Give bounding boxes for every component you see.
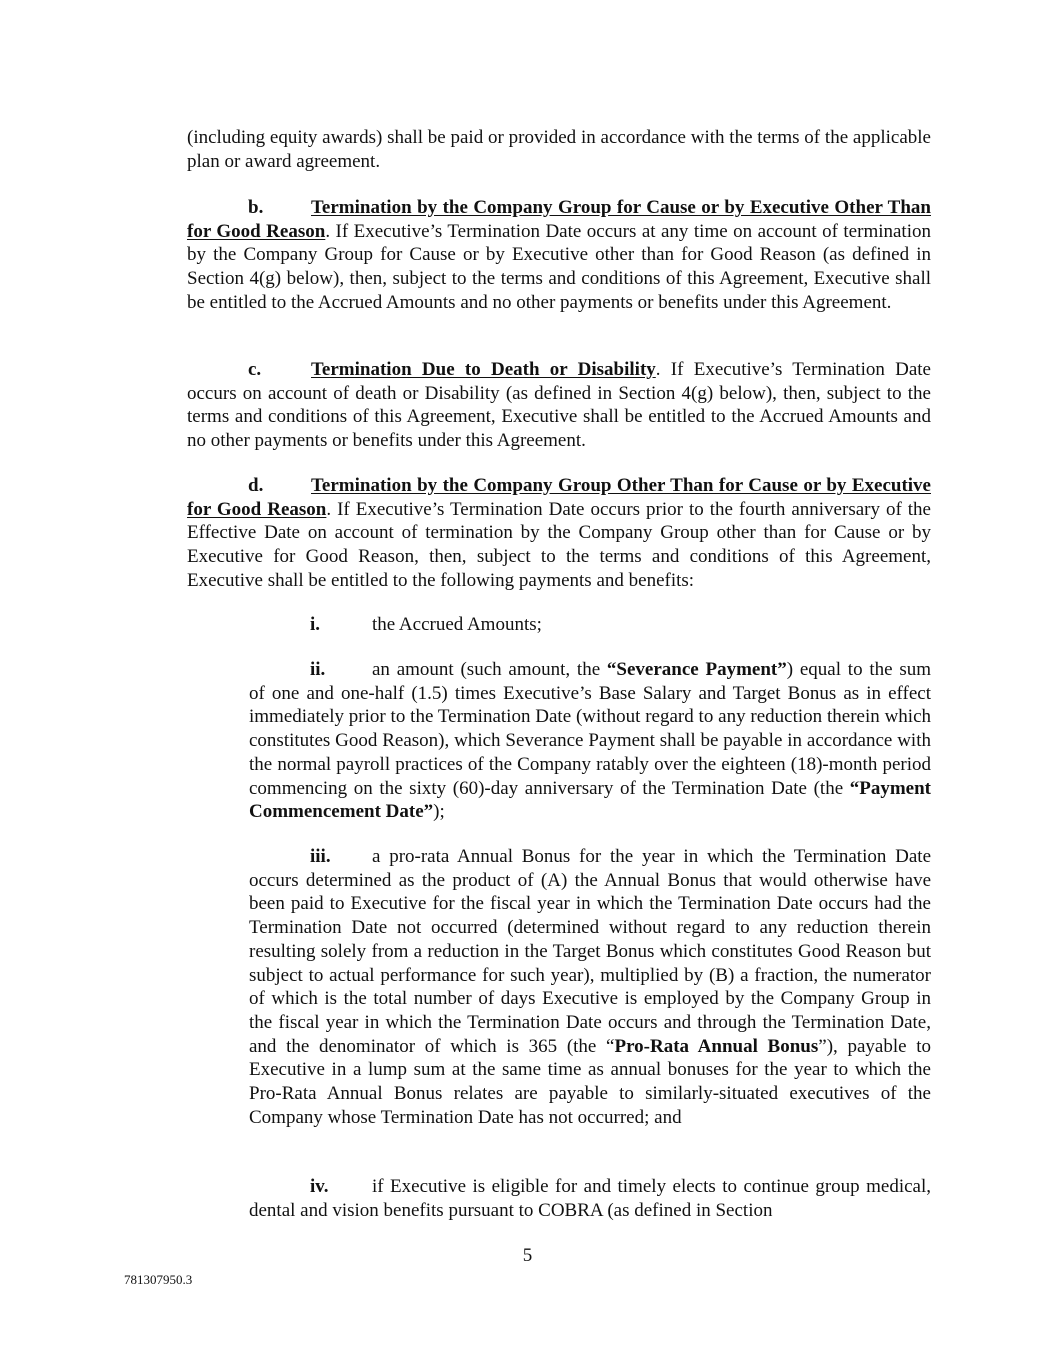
- item-ii-paragraph: [249, 658, 931, 824]
- section-b-text: . If Executive’s Termination Date occurs at any time on account of termination by the Company Group for Cause or by Executive other than for Good Reason (as defined in Section 4(g) below), then, subject to the terms and conditions of this Agreement, Executive shall be entitled to the Accrued Amounts and no other payments or benefits under this Agreement.: [187, 220, 931, 313]
- section-c-label: c.: [248, 359, 262, 380]
- item-ii-text-2: ) equal to the sum of one and one-half (1.5) times Executive’s Base Salary and Target Bonus as in effect immediately prior to the Termination Date (without regard to any reduction therein which constitutes Good Reason), which Severance Payment shall be payable in accordance with the normal payroll practices of the Company ratably over the eighteen (18)-month period commencing on the sixty (60)-day anniversary of the Termination Date (the: [249, 659, 932, 799]
- section-b-heading: Termination by the Company Group for Cause or by Executive Other Than for Good Reason: [187, 197, 931, 242]
- intro-paragraph: (including equity awards) shall be paid or provided in accordance with the terms of the applicable plan or award agreement.: [187, 127, 931, 172]
- section-d-heading: Termination by the Company Group Other Than for Cause or by Executive for Good Reason: [187, 475, 931, 520]
- page-number: 5: [522, 1245, 533, 1266]
- item-i-paragraph: [249, 613, 931, 637]
- item-ii-text-1: an amount (such amount, the: [372, 659, 607, 680]
- section-c-text: . If Executive’s Termination Date occurs on account of death or Disability (as defined in Section 4(g) below), then, subject to the terms and conditions of this Agreement, Executive shall be entitled to the Accrued Amounts and no other payments or benefits under this Agreement.: [187, 359, 931, 452]
- item-iii-label: iii.: [310, 846, 331, 867]
- document-id: 781307950.3: [124, 1272, 193, 1287]
- payment-commencement-date-term: “Payment Commencement Date”: [249, 777, 931, 823]
- item-iii-text-2: ”), payable to Executive in a lump sum at the same time as annual bonuses for the year to which the Pro-Rata Annual Bonus relates are payable to similarly-situated executives of the Company whose Termination Date has not occurred; and: [249, 1035, 931, 1128]
- item-ii-label: ii.: [310, 659, 326, 680]
- section-d-text: . If Executive’s Termination Date occurs prior to the fourth anniversary of the Effective Date on account of termination by the Company Group other than for Cause or by Executive for Good Reason, then, subject to the terms and conditions of this Agreement, Executive shall be entitled to the following payments and benefits:: [187, 498, 931, 591]
- severance-payment-term: “Severance Payment”: [606, 659, 787, 680]
- section-d-paragraph: [187, 474, 931, 593]
- item-iv-label: iv.: [310, 1176, 329, 1197]
- pro-rata-annual-bonus-term: Pro-Rata Annual Bonus: [614, 1035, 819, 1057]
- item-i-label: i.: [310, 614, 321, 635]
- item-ii-text-3: );: [433, 801, 445, 823]
- section-b-paragraph: [187, 196, 931, 315]
- item-iv-text: if Executive is eligible for and timely elects to continue group medical, dental and vision benefits pursuant to COBRA (as defined in Section: [249, 1176, 931, 1221]
- section-d-label: d.: [248, 475, 264, 496]
- section-c-heading: Termination Due to Death or Disability: [311, 359, 656, 380]
- item-iii-text-1: a pro-rata Annual Bonus for the year in which the Termination Date occurs determined as the product of (A) the Annual Bonus that would otherwise have been paid to Executive for the fiscal year in which the Termination Date occurs had the Termination Date not occurred (determined without regard to any reduction therein resulting solely from a reduction in the Target Bonus which constitutes Good Reason but subject to actual performance for such year), multiplied by (B) a fraction, the numerator of which is the total number of days Executive is employed by the Company Group in the fiscal year in which the Termination Date occurs and through the Termination Date, and the denominator of which is 365 (the “: [249, 846, 931, 1057]
- section-c-paragraph: [187, 358, 931, 453]
- item-iv-paragraph: [249, 1175, 931, 1222]
- item-iii-paragraph: [249, 845, 931, 1129]
- section-b-label: b.: [248, 197, 264, 218]
- item-i-text: the Accrued Amounts;: [372, 614, 542, 635]
